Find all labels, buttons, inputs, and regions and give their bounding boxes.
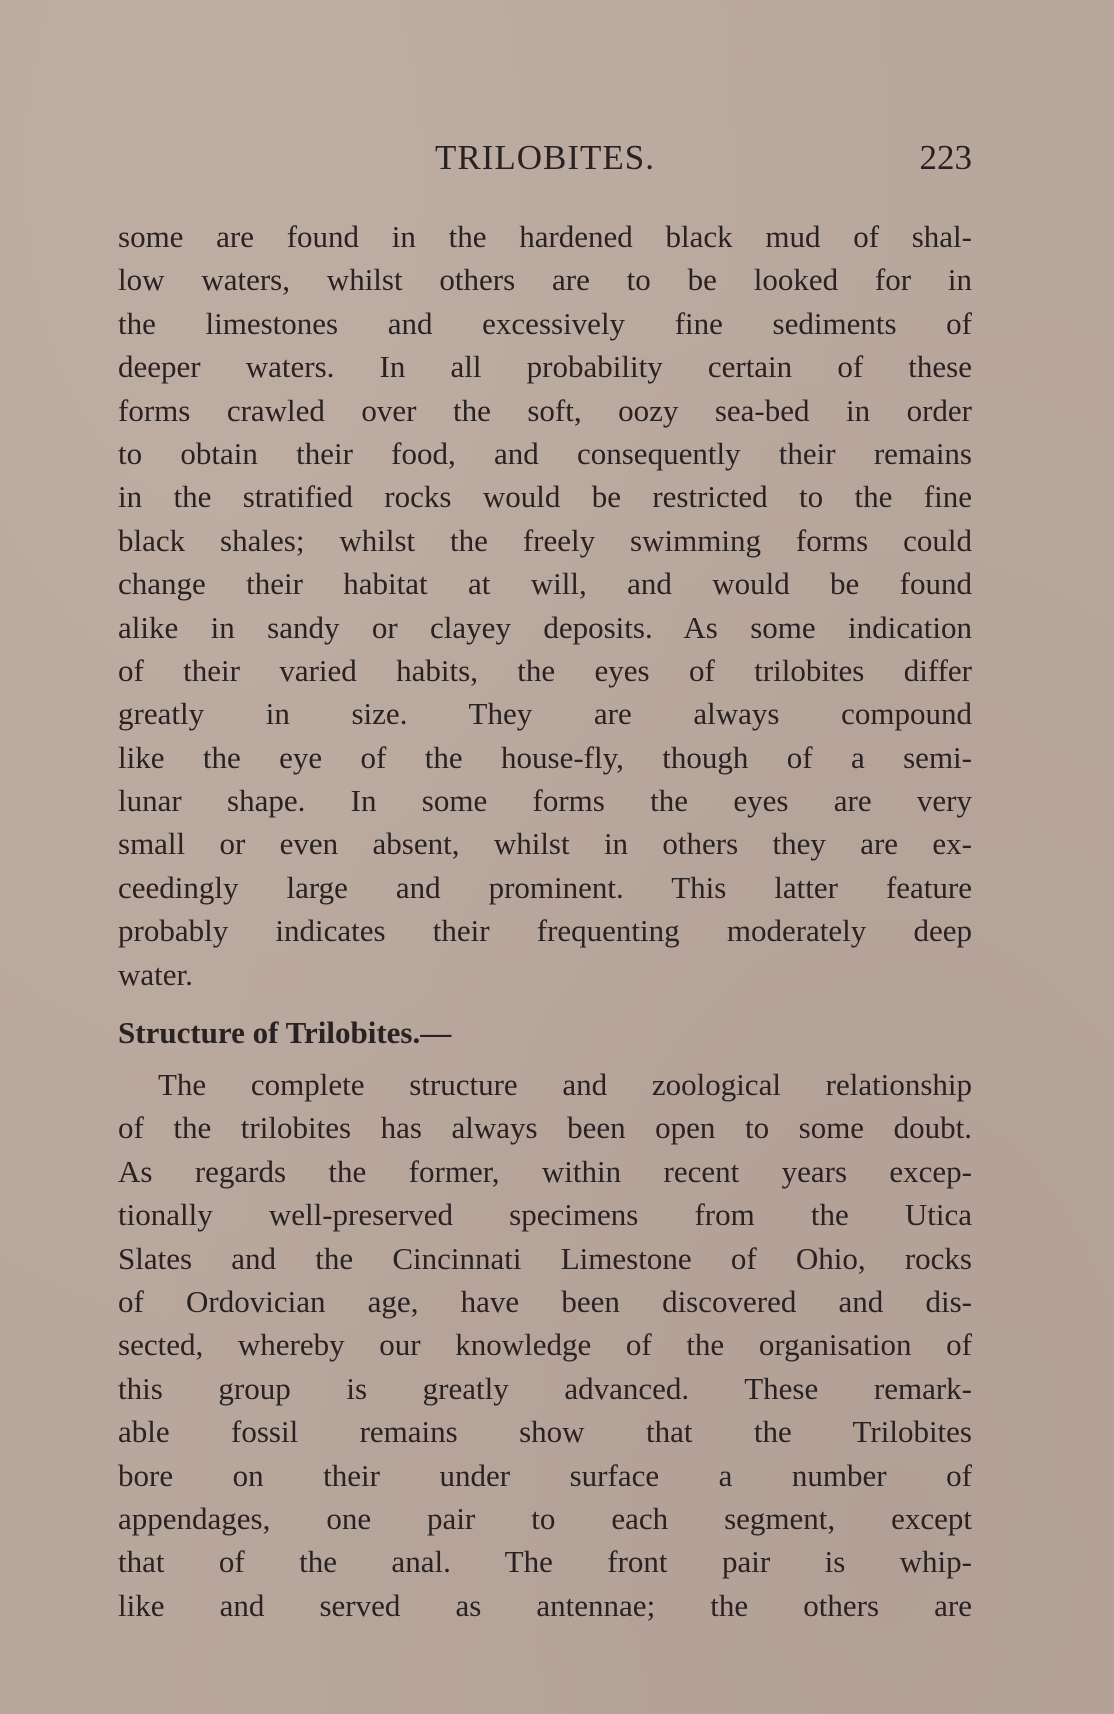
text-line: water. bbox=[118, 956, 193, 992]
text-line: able fossil remains show that the Trilobites bbox=[118, 1414, 972, 1450]
text-line: in the stratified rocks would be restricted to the fine bbox=[118, 479, 972, 515]
text-line: forms crawled over the soft, oozy sea-bed in order bbox=[118, 392, 972, 428]
text-line: ceedingly large and prominent. This latter feature bbox=[118, 869, 972, 905]
text-line: The complete structure and zoological relationship bbox=[158, 1067, 972, 1102]
text-line: appendages, one pair to each segment, except bbox=[118, 1500, 972, 1536]
text-line: small or even absent, whilst in others they are ex- bbox=[118, 826, 972, 862]
text-line: to obtain their food, and consequently their remains bbox=[118, 435, 972, 471]
text-line: some are found in the hardened black mud of shal- bbox=[118, 219, 972, 254]
text-line: sected, whereby our knowledge of the organisation of bbox=[118, 1327, 972, 1363]
page-number: 223 bbox=[919, 138, 972, 177]
text-line: the limestones and excessively fine sediments of bbox=[118, 305, 972, 341]
text-line: tionally well-preserved specimens from the Utica bbox=[118, 1197, 972, 1233]
text-line: bore on their under surface a number of bbox=[118, 1457, 972, 1493]
text-line: that of the anal. The front pair is whip- bbox=[118, 1544, 972, 1580]
text-line: Slates and the Cincinnati Limestone of Ohio, rocks bbox=[118, 1240, 972, 1276]
text-line: of their varied habits, the eyes of trilobites differ bbox=[118, 652, 972, 688]
text-line: change their habitat at will, and would be found bbox=[118, 566, 972, 602]
text-line: like the eye of the house-fly, though of a semi- bbox=[118, 739, 972, 775]
section-heading: Structure of Trilobites.— bbox=[118, 1015, 452, 1050]
text-line: deeper waters. In all probability certain of these bbox=[118, 349, 972, 385]
text-line: As regards the former, within recent years excep- bbox=[118, 1153, 972, 1189]
paragraph-structure bbox=[118, 1063, 972, 1627]
text-line: like and served as antennae; the others are bbox=[118, 1587, 972, 1623]
text-line: of the trilobites has always been open to some doubt. bbox=[118, 1110, 972, 1146]
text-line: this group is greatly advanced. These remark- bbox=[118, 1370, 972, 1406]
text-line: lunar shape. In some forms the eyes are very bbox=[118, 783, 972, 819]
text-line: black shales; whilst the freely swimming forms could bbox=[118, 522, 972, 558]
page-header bbox=[118, 136, 972, 180]
running-title: TRILOBITES. bbox=[434, 138, 655, 177]
paragraph-eyes-habits bbox=[118, 215, 972, 996]
text-line: low waters, whilst others are to be looked for in bbox=[118, 262, 972, 298]
text-line: probably indicates their frequenting moderately deep bbox=[118, 913, 972, 949]
text-line: of Ordovician age, have been discovered and dis- bbox=[118, 1283, 972, 1319]
text-line: greatly in size. They are always compound bbox=[118, 696, 972, 732]
text-line: alike in sandy or clayey deposits. As some indication bbox=[118, 609, 972, 645]
